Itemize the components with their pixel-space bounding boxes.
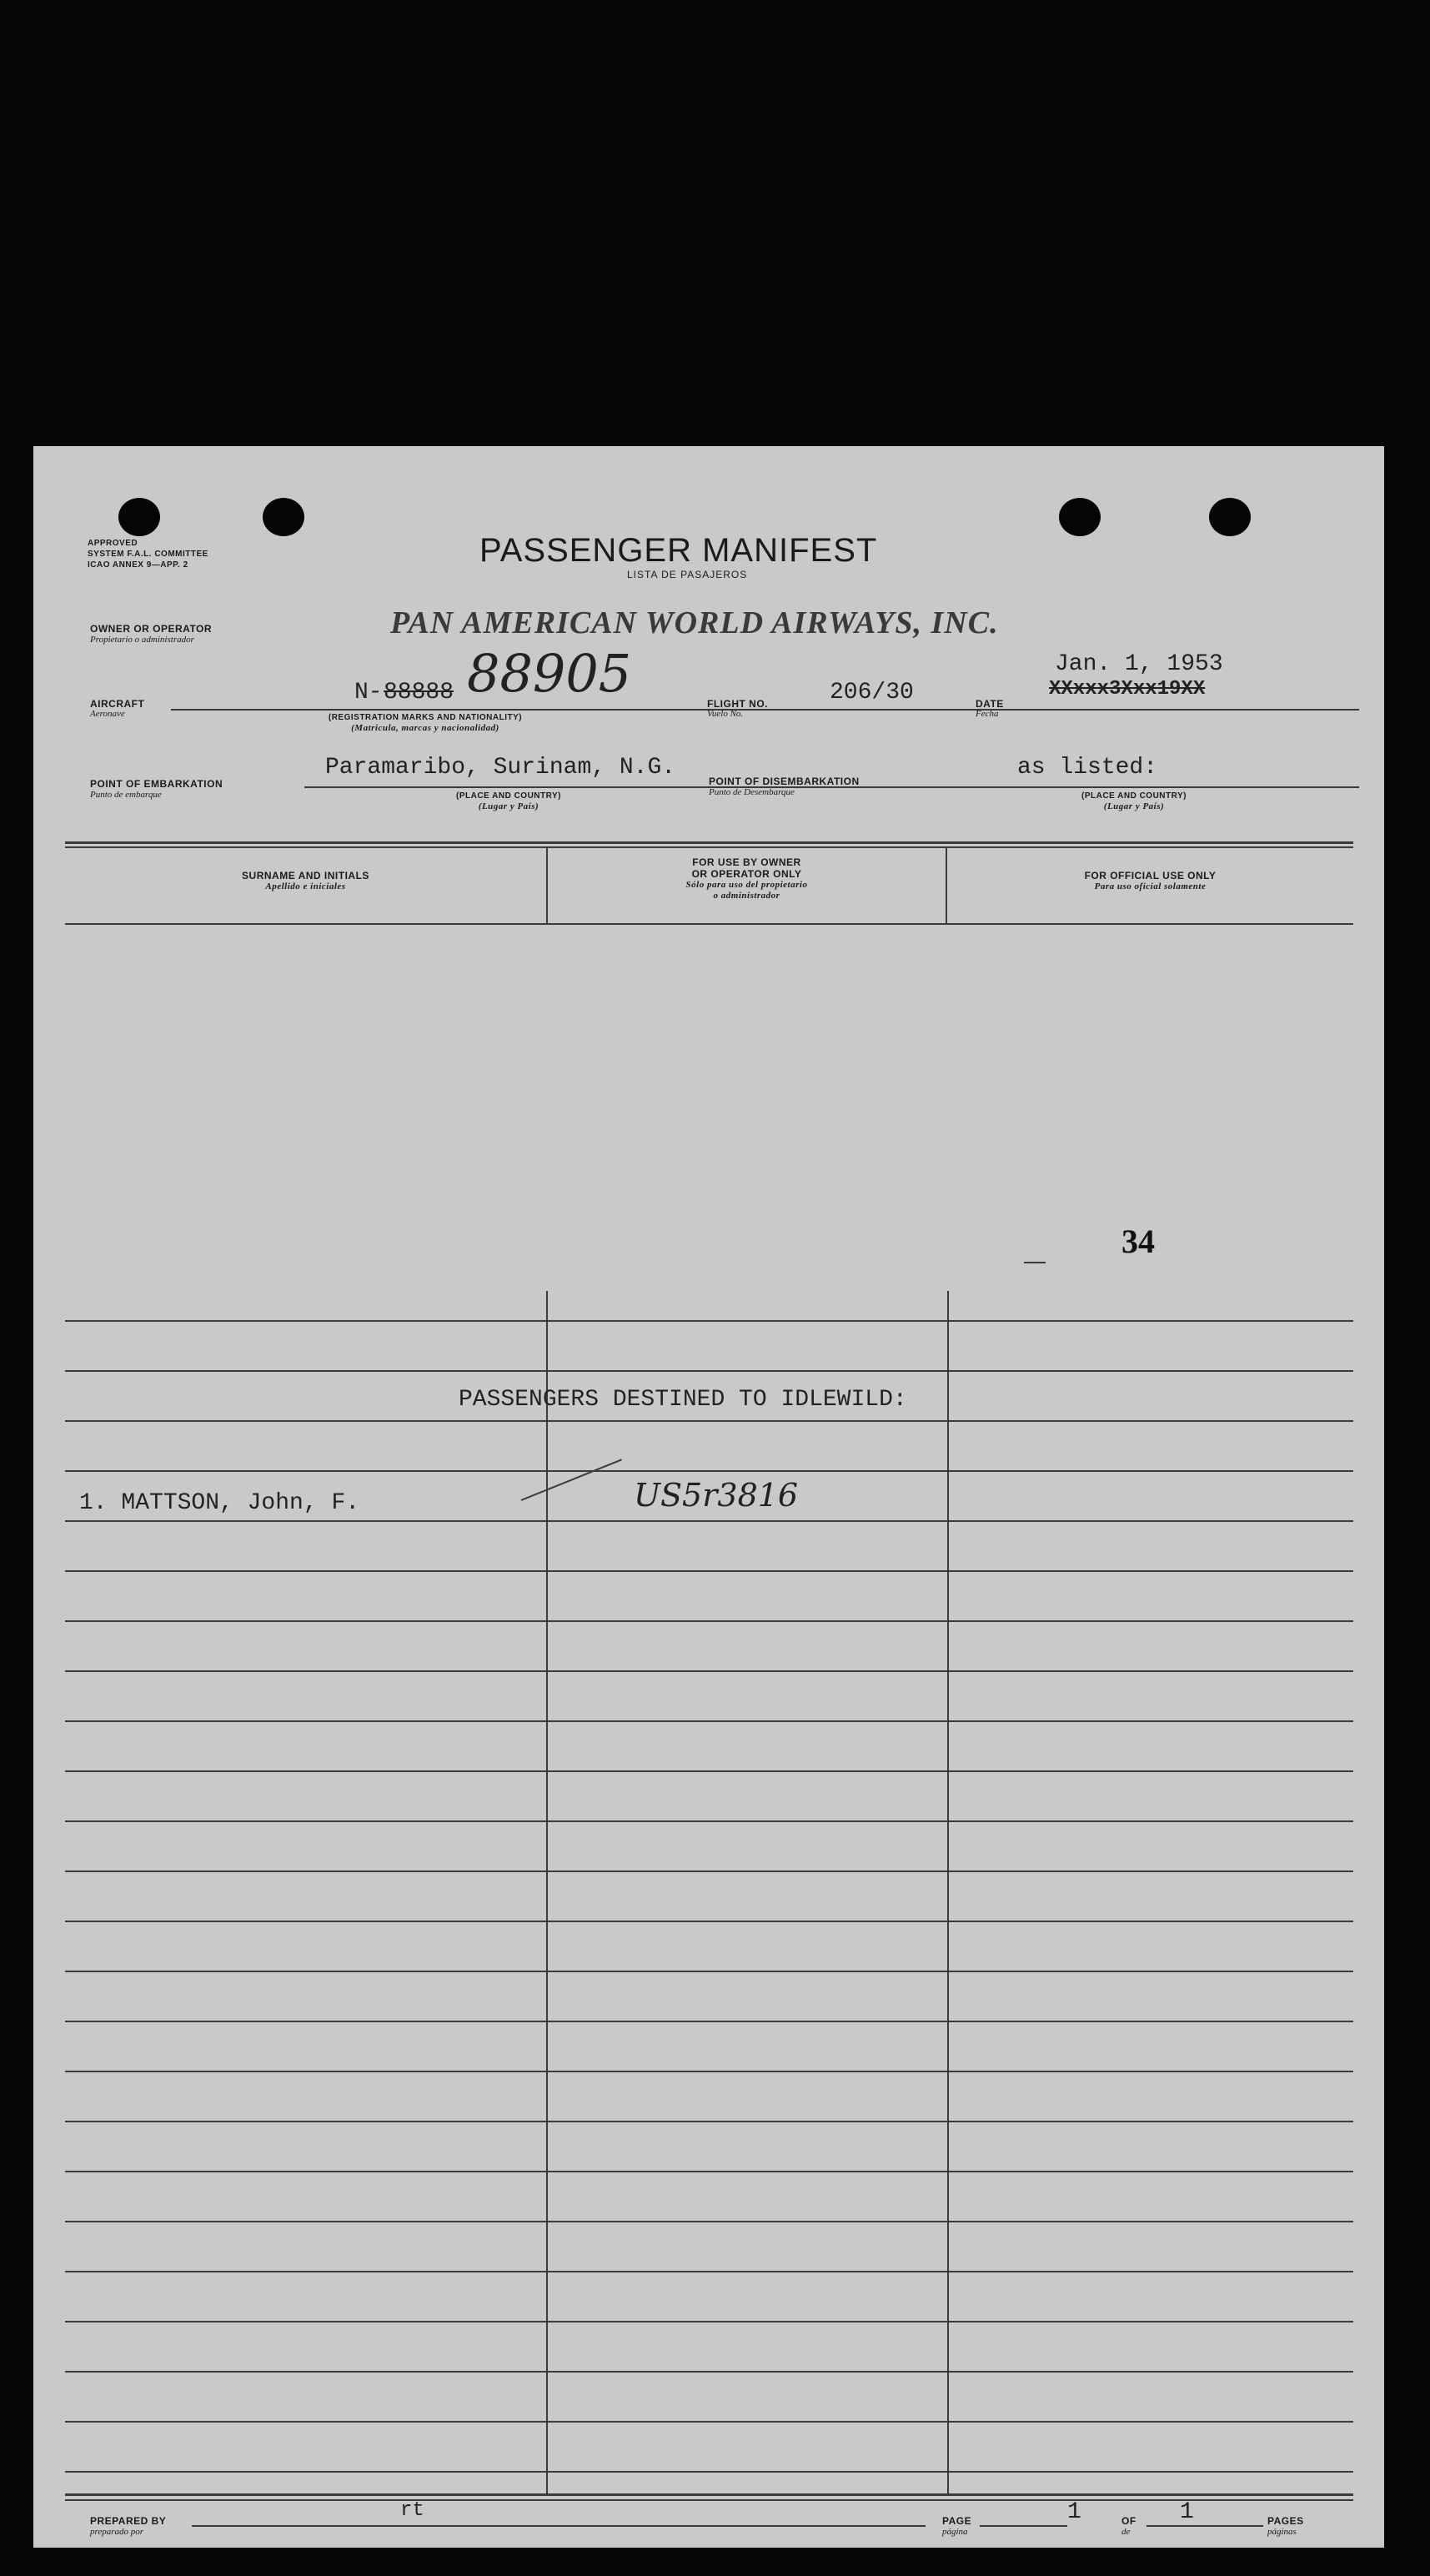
owner-label-es: Propietario o administrador [90,635,194,645]
approval-line: SYSTEM F.A.L. COMMITTEE [88,550,208,559]
row-rule [65,2171,1353,2172]
flight-number: 206/30 [830,680,914,706]
row-rule [65,2121,1353,2122]
col-surname-label-es: Apellido e iniciales [265,881,346,891]
aircraft-struck: 88888 [384,680,454,706]
pages-rule [1147,2525,1263,2527]
row-rule [65,1971,1353,1972]
of-label-es: de [1121,2527,1131,2537]
footer-rule [65,2499,1353,2501]
punch-hole [263,498,304,536]
col-official-label-es: Para uso oficial solamente [1094,881,1207,891]
col-official-label: FOR OFFICIAL USE ONLY [1084,870,1217,881]
date-label-es: Fecha [976,709,999,719]
embarkation-label: POINT OF EMBARKATION [90,778,223,790]
row-rule [65,2371,1353,2373]
aircraft-label-es: Aeronave [90,709,125,719]
row-rule [65,1370,1353,1372]
col-operator-label: FOR USE BY OWNER [692,856,801,868]
page-subtitle: LISTA DE PASAJEROS [627,569,748,580]
pages-label-es: páginas [1267,2527,1297,2537]
punch-hole [118,498,160,536]
disembarkation-value: as listed: [1017,755,1158,781]
header-rule [65,923,1353,925]
registration-label-es: (Matricula, marcas y nacionalidad) [351,723,499,733]
aircraft-registration: 88905 [467,643,632,704]
punch-hole [1059,498,1101,536]
operator-name: PAN AMERICAN WORLD AIRWAYS, INC. [390,605,999,640]
row-rule [65,2271,1353,2272]
aircraft-prefix: N- [354,680,383,706]
place-label: (PLACE AND COUNTRY) [1081,791,1187,801]
disembarkation-label: POINT OF DISEMBARKATION [709,776,860,787]
col-operator-label-es: Sólo para uso del propietario [685,880,808,890]
of-label: OF [1121,2515,1136,2527]
aircraft-label: AIRCRAFT [90,698,145,710]
row-rule [65,1870,1353,1872]
manifest-sheet [33,446,1384,2548]
col-surname-label: SURNAME AND INITIALS [242,870,369,881]
prepared-rule [192,2525,926,2527]
row-rule [65,1670,1353,1672]
row-rule [65,1770,1353,1772]
col-official-header [947,870,1353,892]
row-rule [65,2221,1353,2222]
place-label-es: (Lugar y País) [478,801,539,811]
pages-value: 1 [1180,2499,1194,2525]
stamp-dash [1024,1262,1046,1263]
row-rule [65,1720,1353,1722]
embarkation-label-es: Punto de embarque [90,790,162,800]
page-value: 1 [1067,2499,1081,2525]
footer-rule [65,2493,1353,2496]
row-rule [65,2071,1353,2072]
date-struck: XXxxx3Xxx19XX [1049,678,1206,700]
passenger-name: 1. MATTSON, John, F. [79,1490,360,1516]
prepared-label-es: preparado por [90,2527,144,2537]
embarkation-value: Paramaribo, Surinam, N.G. [325,755,676,781]
place-label: (PLACE AND COUNTRY) [456,791,561,801]
approval-line: ICAO ANNEX 9—APP. 2 [88,560,188,570]
flight-label: FLIGHT NO. [707,698,768,710]
row-rule [65,1570,1353,1572]
row-rule [65,1320,1353,1322]
page-label-es: página [942,2527,968,2537]
col-operator-label-es: o administrador [713,891,780,901]
header-rule [65,846,1353,848]
date-value: Jan. 1, 1953 [1055,651,1223,677]
pages-label: PAGES [1267,2515,1304,2527]
approval-line: APPROVED [88,539,138,548]
row-rule [65,1520,1353,1522]
page-rule [980,2525,1067,2527]
disembark-place-caption [1051,791,1217,812]
row-rule [65,1420,1353,1422]
disembarkation-label-es: Punto de Desembarque [709,787,795,797]
row-rule [65,2021,1353,2022]
section-note: PASSENGERS DESTINED TO IDLEWILD: [459,1387,907,1413]
row-rule [65,1470,1353,1472]
col-operator-label: OR OPERATOR ONLY [691,868,802,880]
registration-label: (REGISTRATION MARKS AND NATIONALITY) [328,713,523,722]
owner-label: OWNER OR OPERATOR [90,623,213,635]
punch-hole [1209,498,1251,536]
col-operator-header [548,856,946,901]
row-rule [65,1820,1353,1822]
stamp-number: 34 [1121,1223,1155,1260]
passenger-operator-note: US5r3816 [634,1477,799,1514]
row-rule [65,1921,1353,1922]
col-surname-header [65,870,546,892]
row-rule [65,1620,1353,1622]
handwritten-stroke [521,1459,622,1501]
embark-place-caption [425,791,592,812]
page-label: PAGE [942,2515,972,2527]
page-title: PASSENGER MANIFEST [479,532,878,569]
prepared-label: PREPARED BY [90,2515,167,2527]
registration-caption [300,713,550,734]
row-rule [65,2321,1353,2322]
place-label-es: (Lugar y País) [1103,801,1165,811]
prepared-value: rt [400,2499,424,2522]
header-rule [65,841,1353,844]
row-rule [65,2471,1353,2473]
date-label: DATE [976,698,1004,710]
approval-block [88,538,208,570]
row-rule [65,2421,1353,2423]
flight-label-es: Vuelo No. [707,709,744,719]
